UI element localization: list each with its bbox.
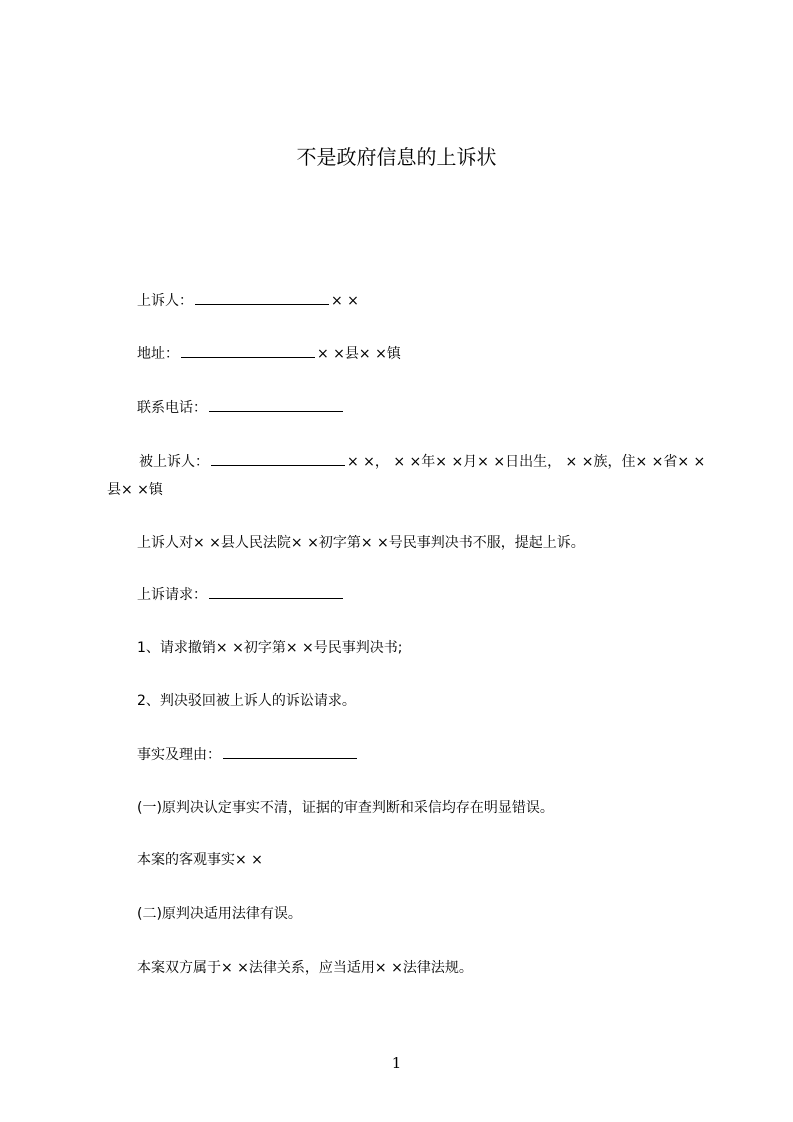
blank-line xyxy=(181,343,315,358)
reason-2: (二)原判决适用法律有误。 xyxy=(137,906,302,922)
appellant-value: × × xyxy=(331,293,359,309)
blank-line xyxy=(209,397,343,412)
address-value: × ×县× ×镇 xyxy=(317,346,401,362)
appellant-label: 上诉人： xyxy=(137,293,193,309)
reason-2-detail: 本案双方属于× ×法律关系，应当适用× ×法律法规。 xyxy=(137,960,473,976)
reason-1-detail: 本案的客观事实× × xyxy=(137,852,263,868)
page-number: 1 xyxy=(391,1054,402,1072)
reason-1: (一)原判决认定事实不清，证据的审查判断和采信均存在明显错误。 xyxy=(137,800,554,816)
request-1: 1、请求撤销× ×初字第× ×号民事判决书; xyxy=(137,640,403,656)
address-line xyxy=(137,340,717,368)
requests-line xyxy=(137,581,717,609)
document-title: 不是政府信息的上诉状 xyxy=(296,145,497,169)
requests-label: 上诉请求： xyxy=(137,587,207,603)
request-2: 2、判决驳回被上诉人的诉讼请求。 xyxy=(137,693,356,709)
appellee-value: × ×， × ×年× ×月× ×日出生， × ×族，住× ×省× ×县× ×镇 xyxy=(107,454,706,498)
appellant-line xyxy=(137,287,717,315)
blank-line xyxy=(195,290,329,305)
blank-line xyxy=(209,584,343,599)
facts-label: 事实及理由： xyxy=(137,747,221,763)
address-label: 地址： xyxy=(137,346,179,362)
blank-line xyxy=(211,451,345,466)
facts-line xyxy=(137,741,717,769)
appellee-label: 被上诉人： xyxy=(139,454,209,470)
phone-line xyxy=(137,394,717,422)
blank-line xyxy=(223,744,357,759)
statement: 上诉人对× ×县人民法院× ×初字第× ×号民事判决书不服，提起上诉。 xyxy=(137,535,585,551)
appellee-line xyxy=(107,448,707,504)
phone-label: 联系电话： xyxy=(137,400,207,416)
